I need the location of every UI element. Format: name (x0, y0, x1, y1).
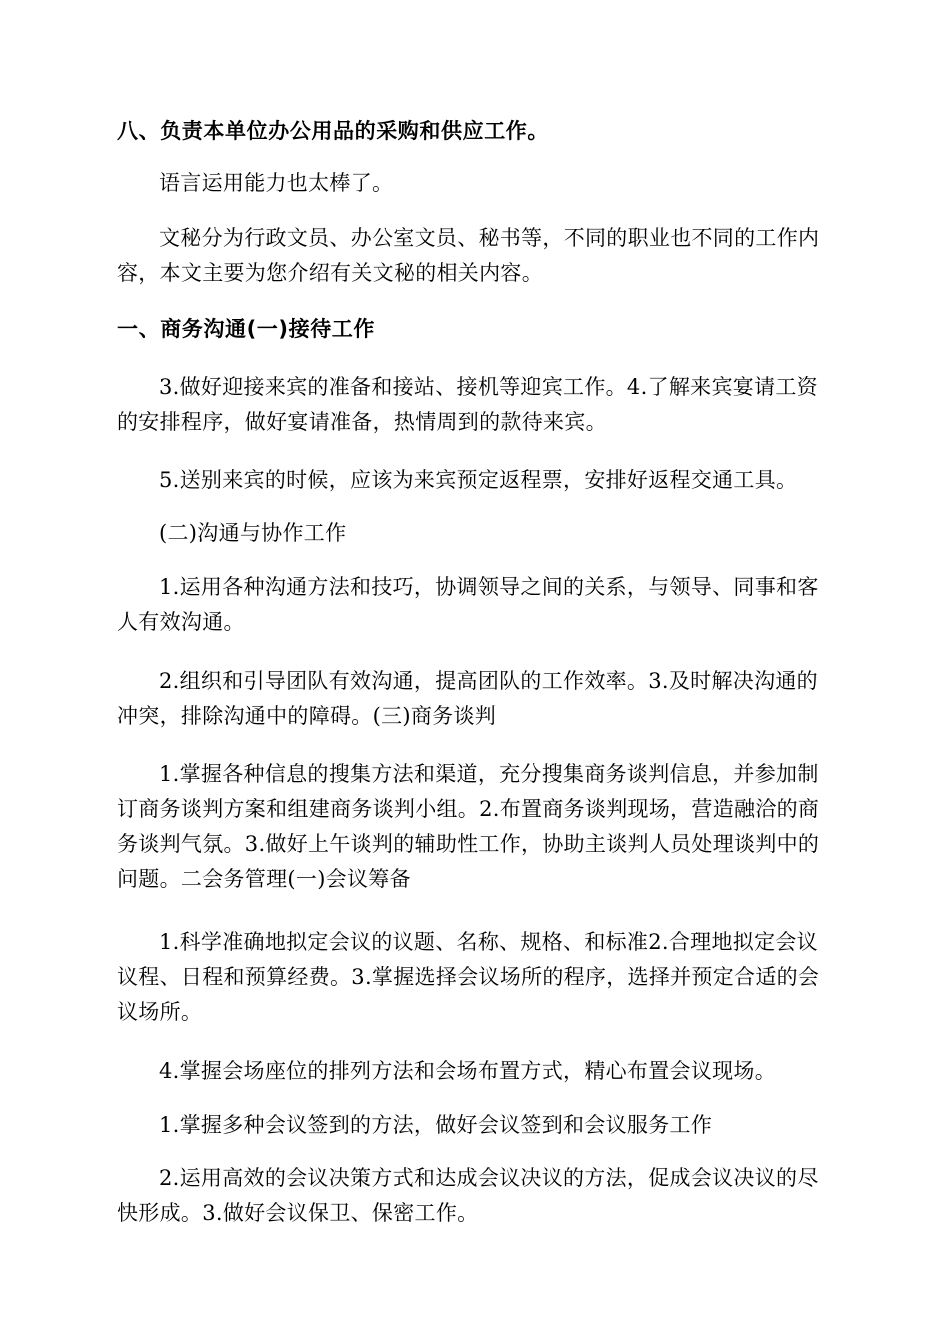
paragraph-communication-1: 1.运用各种沟通方法和技巧，协调领导之间的关系，与领导、同事和客人有效沟通。 (117, 575, 819, 634)
paragraph-meeting-signin: 1.掌握多种会议签到的方法，做好会议签到和会议服务工作 (159, 1113, 713, 1137)
paragraph-reception-5: 5.送别来宾的时候，应该为来宾预定返程票，安排好返程交通工具。 (159, 468, 798, 492)
paragraph-meeting-prep-4: 4.掌握会场座位的排列方法和会场布置方式，精心布置会议现场。 (159, 1059, 777, 1083)
paragraph-reception-3-4: 3.做好迎接来宾的准备和接站、接机等迎宾工作。4.了解来宾宴请工资的安排程序，做好宴请准备，热情周到的款待来宾。 (117, 375, 818, 434)
paragraph-communication-2-3: 2.组织和引导团队有效沟通，提高团队的工作效率。3.及时解决沟通的冲突，排除沟通中的障碍。(三)商务谈判 (117, 669, 818, 728)
paragraph-meeting-decision: 2.运用高效的会议决策方式和达成会议决议的方法，促成会议决议的尽快形成。3.做好会议保卫、保密工作。 (117, 1166, 819, 1225)
paragraph-meeting-prep-1-3: 1.科学准确地拟定会议的议题、名称、规格、和标准2.合理地拟定会议议程、日程和预算经费。3.掌握选择会议场所的程序，选择并预定合适的会议场所。 (117, 930, 820, 1024)
paragraph-language: 语言运用能力也太棒了。 (159, 171, 394, 195)
subheading-communication-collaboration: (二)沟通与协作工作 (159, 521, 347, 545)
paragraph-negotiation: 1.掌握各种信息的搜集方法和渠道，充分搜集商务谈判信息，并参加制订商务谈判方案和组建商务谈判小组。2.布置商务谈判现场，营造融洽的商务谈判气氛。3.做好上午谈判的辅助性工作，协助主谈判人员处理谈判中的问题。二会务管理(一)会议筹备 (117, 762, 820, 891)
paragraph-intro: 文秘分为行政文员、办公室文员、秘书等，不同的职业也不同的工作内容，本文主要为您介绍有关文秘的相关内容。 (117, 226, 820, 285)
heading-procurement: 八、负责本单位办公用品的采购和供应工作。 (117, 119, 549, 143)
heading-business-communication: 一、商务沟通(一)接待工作 (117, 317, 375, 341)
